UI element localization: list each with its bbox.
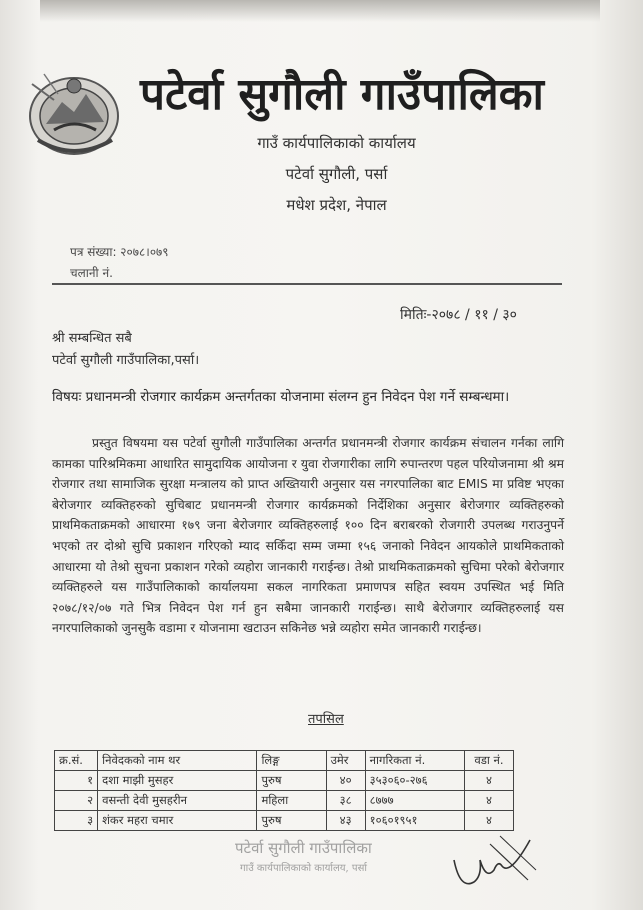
addressee-line-2: पटेर्वा सुगौली गाउँपालिका,पर्सा। (52, 353, 200, 368)
column-header: वडा नं. (464, 751, 513, 771)
letter-date: मितिः-२०७८ / ११ / ३० (400, 307, 517, 323)
table-cell: २ (55, 791, 98, 811)
column-header: उमेर (326, 751, 365, 771)
table-cell: वसन्ती देवी मुसहरीन (98, 791, 257, 811)
stamp-name: पटेर्वा सुगौली गाउँपालिका (235, 839, 372, 857)
stamp-office: गाउँ कार्यपालिकाको कार्यालय, पर्सा (240, 863, 367, 874)
table-cell: १०६०१९५१ (365, 811, 464, 831)
office-line-3: मधेश प्रदेश, नेपाल (286, 196, 387, 214)
letter-body: प्रस्तुत विषयमा यस पटेर्वा सुगौली गाउँपालिका अन्तर्गत प्रधानमन्त्री रोजगार कार्यक्रम संचालन गर्नका लागि कामका पारिश्रमिकमा आधारित सामुदायिक आयोजना र युवा रोजगारीका लागि रुपान्तरण पहल परियोजनामा श्री श्रम रोजगार तथा सामाजिक सुरक्षा मन्त्रालय को प्राप्त अख्तियारी अनुसार यस नगरपालिका बाट EMIS मा प्रविष्ट भएका बेरोजगार व्यक्तिहरुको सुचिबाट प्रधानमन्त्री रोजगार कार्यक्रमको निर्देशिका अनुसार बेरोजगार व्यक्तिहरुको प्राथमिकताक्रमको आधारमा १७९ जना बेरोजगार व्यक्तिहरुलाई १०० दिन बराबरको रोजगारी उपलब्ध गराउनुपर्ने भएको तर दोश्रो सुचि प्रकाशन गरिएको म्याद सकिँदा सम्म जम्मा १५६ जनाको निवेदन आयकोले प्राथमिकताको आधारमा यो तेश्रो सुचना प्रकाशन गरेको व्यहोरा जानकारी गराईन्छ। तेश्रो प्राथमिकताक्रमको सुचिमा परेको बेरोजगार व्यक्तिहरुले यस गाउँपालिकाको कार्यालयमा सकल नागरिकता प्रमाणपत्र सहित स्वयम उपस्थित भई मिति २०७८/१२/०७ गते भित्र निवेदन पेश गर्न हुन सबैमा जानकारी गराईन्छ। साथै बेरोजगार व्यक्तिहरुलाई यस नगरपालिकाको जुनसुकै वडामा र योजनामा खटाउन सकिनेछ भन्ने व्यहोरा समेत जानकारी गराईन्छ। (52, 436, 564, 636)
column-header: निवेदकको नाम थर (98, 751, 257, 771)
table-cell: ३८ (326, 791, 365, 811)
office-line-2: पटेर्वा सुगौली, पर्सा (285, 165, 388, 183)
municipality-name: पटेर्वा सुगौली गाउँपालिका (140, 69, 544, 120)
table-cell: दशा माझी मुसहर (98, 771, 257, 791)
table-cell: ४३ (326, 811, 365, 831)
letter-subject: विषयः प्रधानमन्त्री रोजगार कार्यक्रम अन्तर्गतका योजनामा संलग्न हुन निवेदन पेश गर्ने सम्बन्धमा। (52, 389, 510, 405)
dispatch-number: चलानी नं. (70, 266, 113, 280)
applicant-table (54, 750, 514, 831)
table-cell: ४ (464, 771, 513, 791)
table-row (55, 791, 514, 811)
table-row (55, 771, 514, 791)
table-cell: ४० (326, 771, 365, 791)
table-cell: ३ (55, 811, 98, 831)
details-heading: तपसिल (308, 712, 344, 727)
table-cell: पुरुष (257, 771, 326, 791)
office-line-1: गाउँ कार्यपालिकाको कार्यालय (257, 134, 416, 152)
signature-icon (440, 820, 540, 900)
table-cell: महिला (257, 791, 326, 811)
scan-shadow (40, 0, 600, 22)
table-cell: ८७७७ (365, 791, 464, 811)
table-cell: १ (55, 771, 98, 791)
reference-number: पत्र संख्या: २०७८।०७९ (70, 245, 169, 259)
table-cell: ३५३०६०-२७६ (365, 771, 464, 791)
addressee-line-1: श्री सम्बन्धित सबै (52, 331, 132, 346)
column-header: लिङ्ग (257, 751, 326, 771)
table-cell: ४ (464, 811, 513, 831)
table-header-row (55, 751, 514, 771)
table-cell: शंकर महरा चमार (98, 811, 257, 831)
column-header: क्र.सं. (55, 751, 98, 771)
table-cell: पुरुष (257, 811, 326, 831)
table-cell: ४ (464, 791, 513, 811)
column-header: नागरिकता नं. (365, 751, 464, 771)
header-divider (52, 283, 562, 285)
